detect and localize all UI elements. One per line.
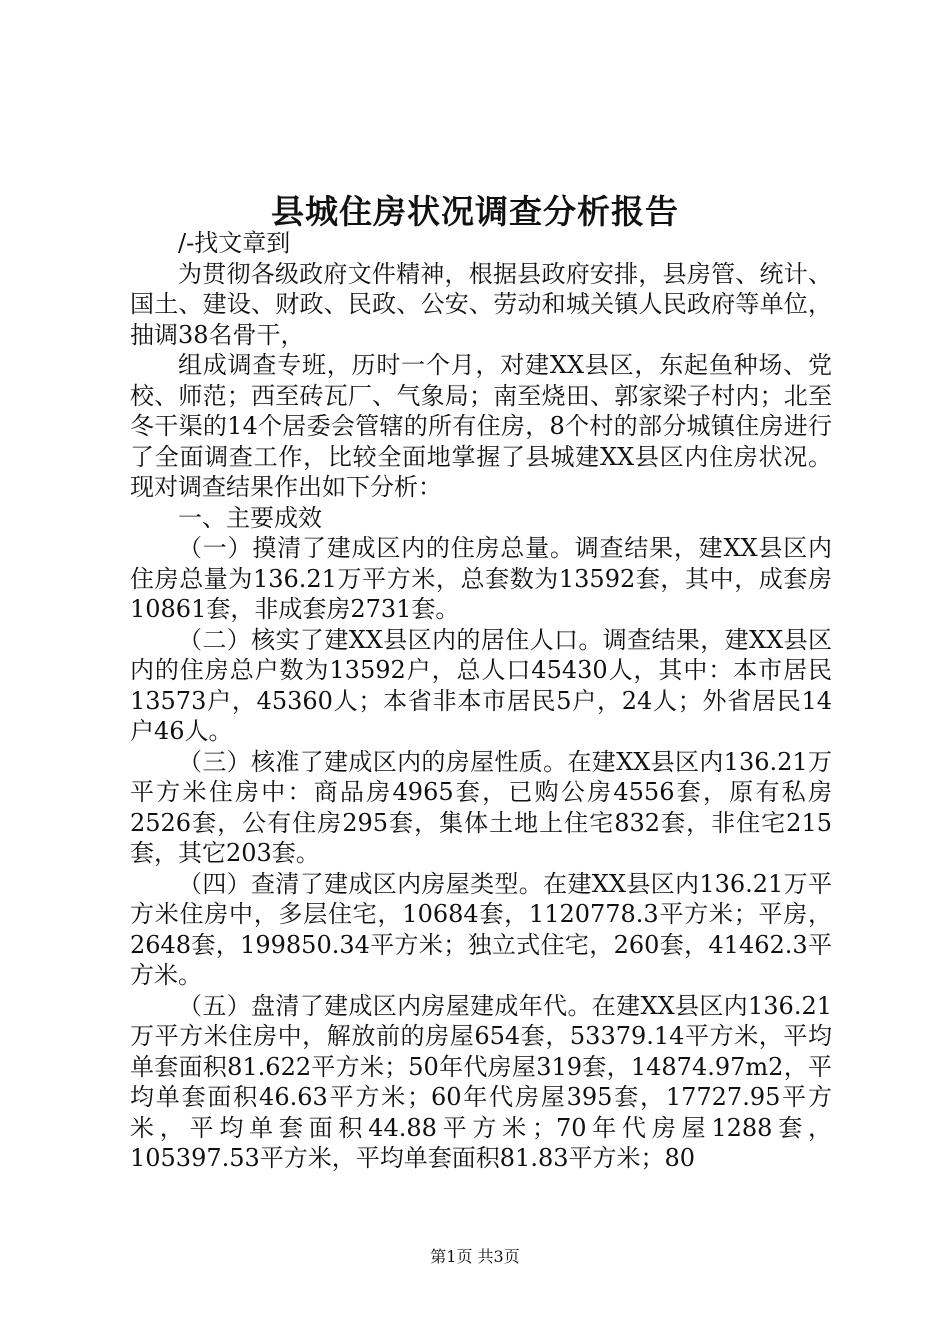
paragraph: （三）核准了建成区内的房屋性质。在建XX县区内136.21万平方米住房中：商品房4965套，已购公房4556套，原有私房2526套，公有住房295套，集体土地上住宅832套，非住宅215套，其它203套。 bbox=[130, 747, 832, 867]
paragraph: 为贯彻各级政府文件精神，根据县政府安排，县房管、统计、国土、建设、财政、民政、公安、劳动和城关镇人民政府等单位，抽调38名骨干， bbox=[130, 259, 832, 349]
document-body bbox=[130, 228, 832, 1174]
document-title: 县城住房状况调查分析报告 bbox=[271, 192, 679, 231]
paragraph: 组成调查专班，历时一个月，对建XX县区，东起鱼种场、党校、师范；西至砖瓦厂、气象局；南至烧田、郭家梁子村内；北至冬干渠的14个居委会管辖的所有住房，8个村的部分城镇住房进行了全面调查工作，比较全面地掌握了县城建XX县区内住房状况。现对调查结果作出如下分析： bbox=[130, 351, 832, 501]
paragraph: /-找文章到 bbox=[178, 229, 291, 257]
page-footer: 第1页 共3页 bbox=[430, 1247, 520, 1266]
paragraph: （二）核实了建XX县区内的居住人口。调查结果，建XX县区内的住房总户数为13592户，总人口45430人，其中：本市居民13573户，45360人；本省非本市居民5户，24人；外省居民14户46人。 bbox=[130, 625, 832, 745]
paragraph: （四）查清了建成区内房屋类型。在建XX县区内136.21万平方米住房中，多层住宅，10684套，1120778.3平方米；平房，2648套，199850.34平方米；独立式住宅，260套，41462.3平方米。 bbox=[130, 869, 832, 989]
paragraph: （一）摸清了建成区内的住房总量。调查结果，建XX县区内住房总量为136.21万平方米，总套数为13592套，其中，成套房10861套，非成套房2731套。 bbox=[130, 534, 832, 623]
section-heading: 一、主要成效 bbox=[178, 503, 322, 532]
paragraph: （五）盘清了建成区内房屋建成年代。在建XX县区内136.21万平方米住房中，解放前的房屋654套，53379.14平方米，平均单套面积81.622平方米；50年代房屋319套，14874.97m2，平均单套面积46.63平方米；60年代房屋395套，17727.95平方米，平均单套面积44.88平方米；70年代房屋1288套，105397.53平方米，平均单套面积81.83平方米；80 bbox=[130, 991, 832, 1172]
